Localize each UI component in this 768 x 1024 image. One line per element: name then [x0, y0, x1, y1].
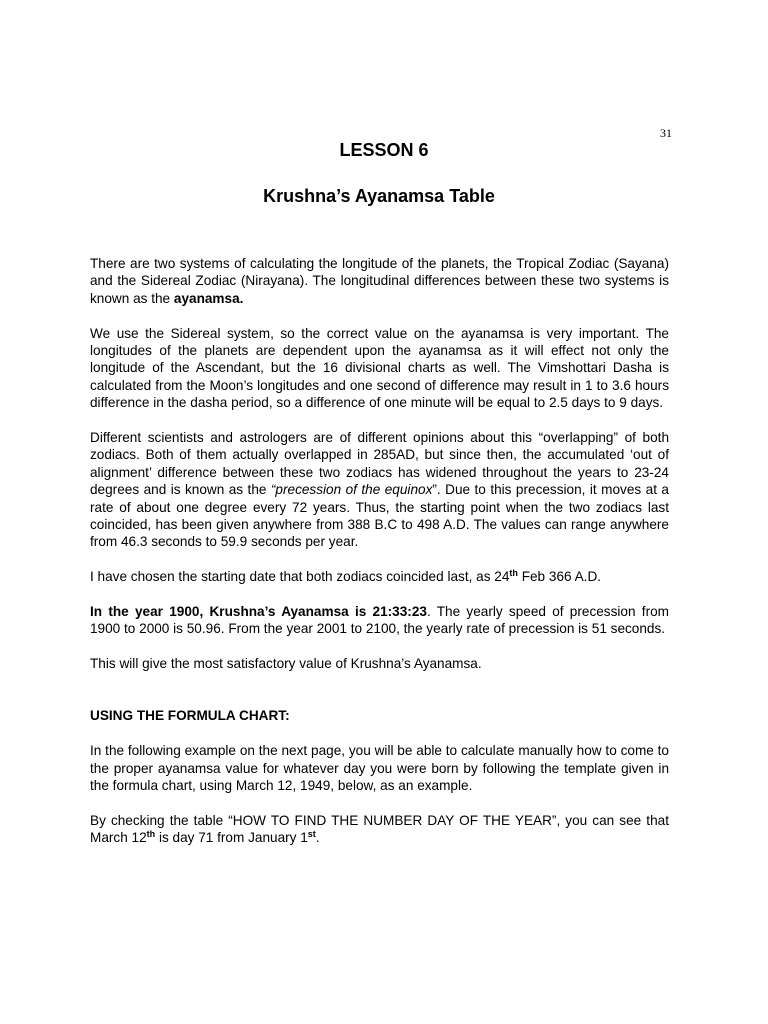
ordinal-suffix: st	[307, 829, 316, 840]
paragraph-overlap	[90, 429, 669, 551]
lesson-body	[90, 255, 669, 847]
paragraph-sidereal: We use the Sidereal system, so the correct value on the ayanamsa is very important. The longitudes of the planets are dependent upon the ayanamsa as it will effect not only the longitude of the Ascendant, but the 16 divisional charts as well. The Vimshottari Dasha is calculated from the Moon’s longitudes and one second of difference may result in 1 to 3.6 hours difference in the dasha period, so a difference of one minute will be equal to 2.5 days to 9 days.	[90, 325, 669, 411]
section-heading-formula-chart: USING THE FORMULA CHART:	[90, 708, 290, 724]
paragraph-year-1900	[90, 603, 669, 638]
ayanamsa-term: ayanamsa.	[173, 290, 244, 306]
precession-term: “precession of the equinox	[270, 482, 433, 498]
paragraph-text: . The yearly speed of precession from 1900 to 2000 is 50.96. From the year 2001 to 2100, the yearly rate of precession is 51 seconds.	[90, 604, 669, 637]
ordinal-suffix: th	[509, 568, 518, 579]
paragraph-starting-date	[90, 568, 669, 585]
paragraph-text: .	[315, 830, 320, 846]
paragraph-systems	[90, 255, 669, 307]
ordinal-suffix: th	[146, 829, 156, 840]
paragraph-text: ”. Due to this precession, it moves at a rate of about one degree every 72 years. Thus, the starting point when the two zodiacs last coincided, has been given anywhere from 388 B.C to 498 A.D. The values can range anywhere from 46.3 seconds to 59.9 seconds per year.	[90, 482, 669, 550]
paragraph-number-day	[90, 812, 669, 847]
paragraph-text: There are two systems of calculating the longitude of the planets, the Tropical Zodiac (Sayana) and the Sidereal Zodiac (Nirayana). The longitudinal differences between these two systems is known as the	[90, 256, 669, 306]
paragraph-text: By checking the table “HOW TO FIND THE NUMBER DAY OF THE YEAR”, you can see that March 12	[90, 812, 669, 846]
paragraph-text: Feb 366 A.D.	[517, 569, 602, 585]
paragraph-example: In the following example on the next page, you will be able to calculate manually how to come to the proper ayanamsa value for whatever day you were born by following the template given in the formula chart, using March 12, 1949, below, as an example.	[90, 743, 669, 794]
paragraph-text: Different scientists and astrologers are of different opinions about this “overlapping” of both zodiacs. Both of them actually overlapped in 285AD, but since then, the accumulated ‘out of alignment’ difference between these two zodiacs has widened throughout the years to 23-24 degrees and is known as the	[90, 430, 669, 498]
page-number: 31	[660, 126, 672, 140]
paragraph-text: I have chosen the starting date that both zodiacs coincided last, as 24	[90, 569, 510, 585]
ayanamsa-value: In the year 1900, Krushna’s Ayanamsa is 21:33:23	[90, 604, 427, 620]
paragraph-text: is day 71 from January 1	[155, 830, 308, 846]
lesson-title: LESSON 6	[339, 140, 429, 160]
paragraph-satisfactory: This will give the most satisfactory value of Krushna’s Ayanamsa.	[90, 656, 482, 672]
lesson-subtitle: Krushna’s Ayanamsa Table	[263, 186, 495, 206]
